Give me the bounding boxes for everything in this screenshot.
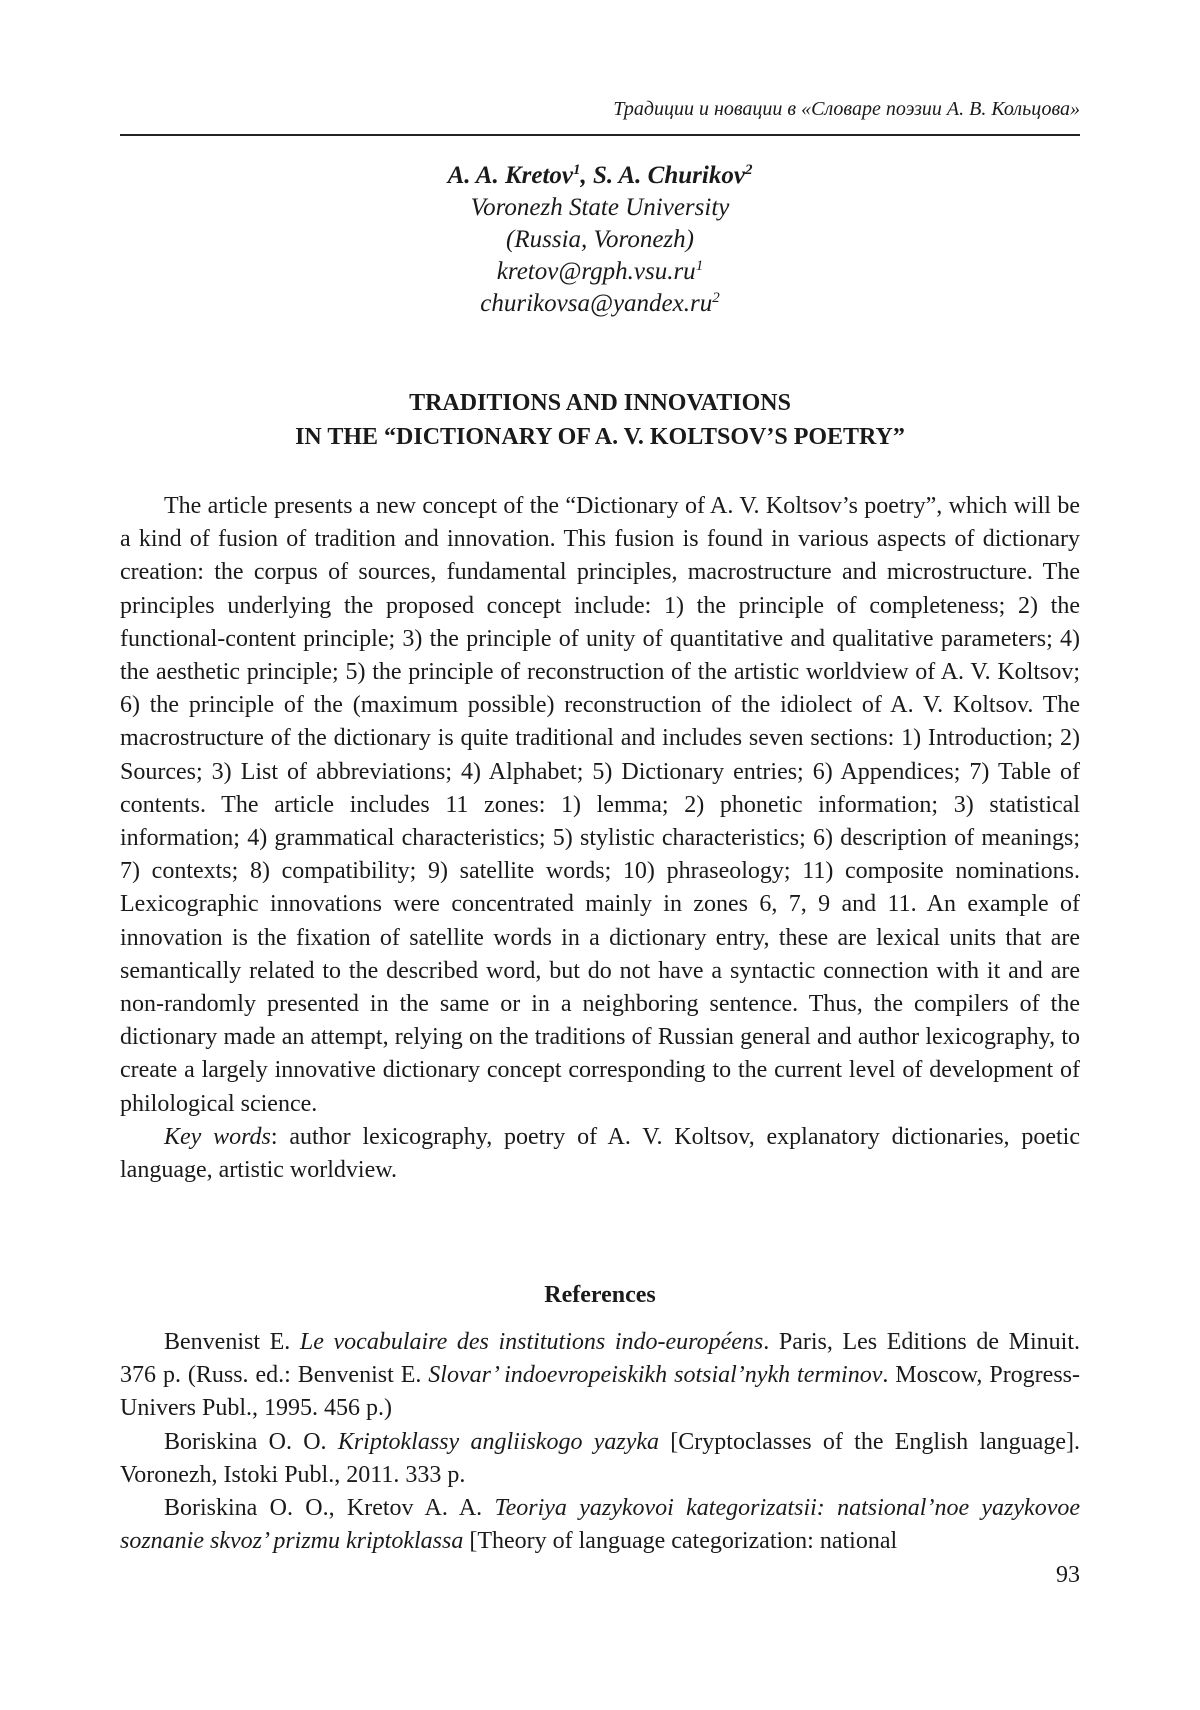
reference-tail: [Cryptoclasses of the English language]. Voronezh, Istoki Publ., 2011. 333 p. xyxy=(120,1428,1080,1488)
email-2: churikovsa@yandex.ru xyxy=(480,290,713,317)
reference-item xyxy=(120,1492,1080,1558)
reference-item xyxy=(120,1426,1080,1492)
header-rule xyxy=(120,134,1080,136)
authors-line xyxy=(120,160,1080,192)
affiliation: Voronezh State University xyxy=(470,194,730,221)
email-2-marker: 2 xyxy=(712,290,720,306)
references-list xyxy=(120,1326,1080,1558)
page-number: 93 xyxy=(1056,1562,1080,1588)
reference-author: Boriskina O. O., Kretov A. A. xyxy=(164,1495,495,1522)
email-1: kretov@rgph.vsu.ru xyxy=(496,258,696,285)
references-heading: References xyxy=(544,1282,656,1308)
author-2-marker: 2 xyxy=(744,162,753,178)
reference-middle: . Paris, Les Editions de Minuit. 376 p. (Russ. ed.: Benvenist E. xyxy=(120,1329,1081,1389)
author-separator: , xyxy=(580,162,594,189)
reference-title: Kriptoklassy angliiskogo yazyka xyxy=(337,1428,660,1455)
keywords-label: Key words xyxy=(164,1123,271,1150)
keywords xyxy=(120,1121,1080,1187)
title-line-2: IN THE “DICTIONARY OF A. V. KOLTSOV’S POETRY” xyxy=(295,424,905,450)
keywords-text: : author lexicography, poetry of A. V. Koltsov, explanatory dictionaries, poetic language, artistic worldview. xyxy=(120,1123,1080,1184)
abstract xyxy=(120,490,1080,1187)
running-head: Традиции и новации в «Словаре поэзии А. В. Кольцова» xyxy=(613,98,1080,120)
article-title xyxy=(120,386,1080,454)
reference-title: Le vocabulaire des institutions indo-européens xyxy=(299,1329,764,1355)
author-1: A. A. Kretov xyxy=(447,162,574,189)
location: (Russia, Voronezh) xyxy=(506,226,694,253)
reference-title-2: Slovar’ indoevropeiskikh sotsial’nykh terminov xyxy=(428,1362,883,1389)
reference-tail: . Moscow, Progress-Univers Publ., 1995. 456 p.) xyxy=(120,1362,1081,1422)
email-2-line xyxy=(120,288,1080,320)
email-1-marker: 1 xyxy=(695,258,704,274)
reference-author: Benvenist E. xyxy=(164,1329,300,1355)
author-block xyxy=(120,160,1080,320)
author-1-marker: 1 xyxy=(573,162,581,178)
title-line-1: TRADITIONS AND INNOVATIONS xyxy=(409,390,791,416)
abstract-text: The article presents a new concept of the “Dictionary of A. V. Koltsov’s poetry”, which will be a kind of fusion of tradition and innovation. This fusion is found in various aspects of dictionary creation: the corpus of sources, fundamental principles, macrostructure and microstructure. The principles underlying the proposed concept include: 1) the principle of completeness; 2) the functional-content principle; 3) the principle of unity of quantitative and qualitative parameters; 4) the aesthetic principle; 5) the principle of reconstruction of the artistic worldview of A. V. Koltsov; 6) the principle of the (maximum possible) reconstruction of the idiolect of A. V. Koltsov. The macrostructure of the dictionary is quite traditional and includes seven sections: 1) Introduction; 2) Sources; 3) List of abbreviations; 4) Alphabet; 5) Dictionary entries; 6) Appendices; 7) Table of contents. The article includes 11 zones: 1) lemma; 2) phonetic information; 3) statistical information; 4) grammatical characteristics; 5) stylistic characteristics; 6) description of meanings; 7) contexts; 8) compatibility; 9) satellite words; 10) phraseology; 11) composite nominations. Lexicographic innovations were concentrated mainly in zones 6, 7, 9 and 11. An example of innovation is the fixation of satellite words in a dictionary entry, these are lexical units that are semantically related to the described word, but do not have a syntactic connection with it and are non-randomly presented in the same or in a neighboring sentence. Thus, the compilers of the dictionary made an attempt, relying on the traditions of Russian general and author lexicography, to create a largely innovative dictionary concept corresponding to the current level of development of philological science. xyxy=(120,493,1080,1117)
author-2: S. A. Churikov xyxy=(593,162,745,189)
reference-item xyxy=(120,1326,1080,1426)
reference-author: Boriskina O. O. xyxy=(164,1428,338,1455)
reference-title: Teoriya yazykovoi kategorizatsii: natsional’noe yazykovoe soznanie skvoz’ prizmu kriptoklassa xyxy=(120,1495,1080,1555)
reference-tail: [Theory of language categorization: national xyxy=(463,1528,898,1555)
email-1-line xyxy=(120,256,1080,288)
